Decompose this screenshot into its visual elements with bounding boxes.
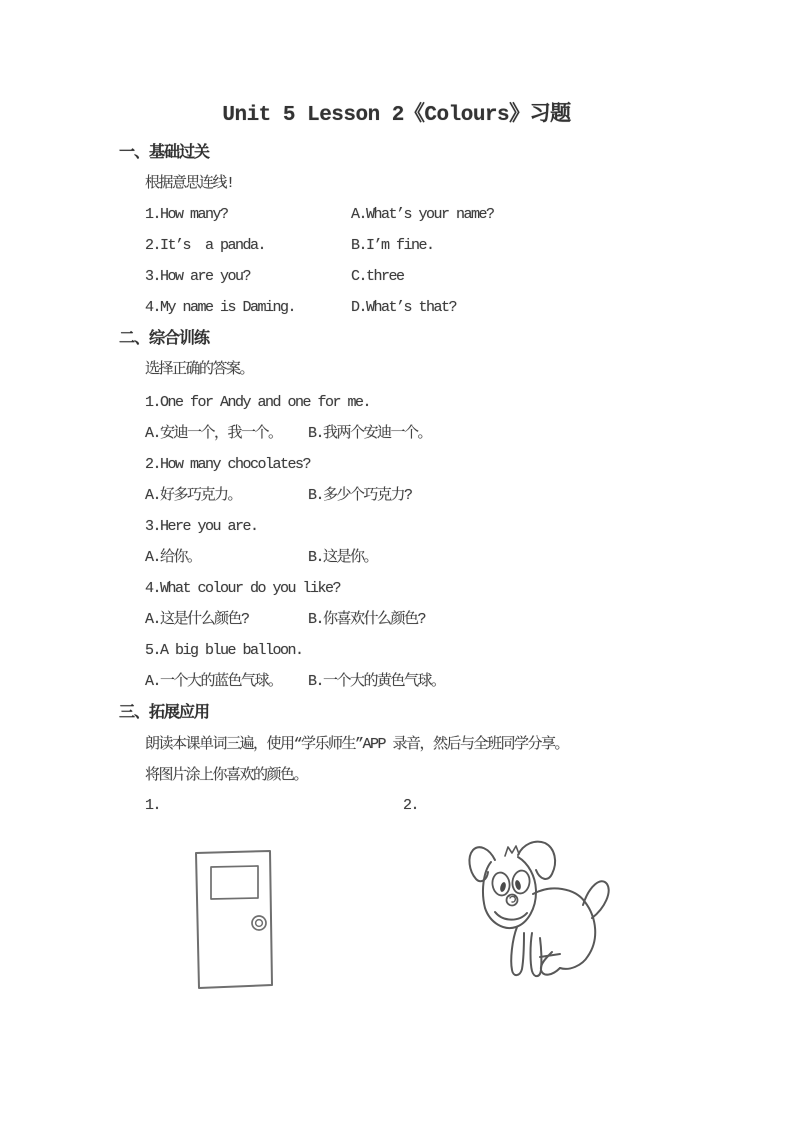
figure2-label: 2. — [403, 797, 419, 814]
matching-left-item: 4.My name is Daming. — [145, 299, 296, 316]
section3-instruction-2: 将图片涂上你喜欢的颜色。 — [145, 767, 308, 784]
matching-row — [145, 236, 434, 256]
matching-row — [145, 205, 494, 225]
question-options — [145, 486, 412, 506]
option-b: B.我两个安迪一个。 — [308, 425, 432, 442]
option-b: B.这是你。 — [308, 549, 378, 566]
question-stem: 2.How many chocolates? — [145, 456, 311, 473]
matching-right-item: C.three — [351, 268, 404, 285]
question-stem: 4.What colour do you like? — [145, 580, 341, 597]
matching-right-item: A.What’s your name? — [351, 206, 494, 223]
option-a: A.好多巧克力。 — [145, 487, 242, 504]
question-stem: 1.One for Andy and one for me. — [145, 394, 371, 411]
question-stem: 5.A big blue balloon. — [145, 642, 303, 659]
question-options — [145, 672, 445, 692]
matching-right-item: D.What’s that? — [351, 299, 457, 316]
section2-heading: 二、综合训练 — [119, 330, 210, 348]
option-b: B.你喜欢什么颜色? — [308, 611, 426, 628]
matching-row — [145, 298, 456, 318]
matching-left-item: 2.It’s a panda. — [145, 237, 266, 254]
matching-right-item: B.I’m fine. — [351, 237, 434, 254]
option-b: B.多少个巧克力? — [308, 487, 412, 504]
question-options — [145, 424, 431, 444]
dog-line-drawing — [455, 830, 615, 990]
section1-heading: 一、基础过关 — [119, 144, 210, 162]
matching-row — [145, 267, 404, 287]
option-a: A.这是什么颜色? — [145, 611, 249, 628]
figure1-label: 1. — [145, 797, 161, 814]
matching-left-item: 3.How are you? — [145, 268, 251, 285]
matching-left-item: 1.How many? — [145, 206, 228, 223]
question-options — [145, 610, 425, 630]
option-a: A.给你。 — [145, 549, 201, 566]
option-a: A.安迪一个，我一个。 — [145, 425, 282, 442]
section1-instruction: 根据意思连线! — [145, 175, 234, 192]
page-title: Unit 5 Lesson 2《Colours》习题 — [222, 104, 571, 127]
question-options — [145, 548, 377, 568]
section3-instruction-1: 朗读本课单词三遍，使用“学乐师生”APP 录音，然后与全班同学分享。 — [145, 736, 569, 753]
door-line-drawing — [190, 845, 285, 995]
option-b: B.一个大的黄色气球。 — [308, 673, 445, 690]
section3-heading: 三、拓展应用 — [119, 704, 210, 722]
section2-instruction: 选择正确的答案。 — [145, 361, 254, 378]
question-stem: 3.Here you are. — [145, 518, 258, 535]
figure-labels — [145, 796, 418, 816]
option-a: A.一个大的蓝色气球。 — [145, 673, 282, 690]
